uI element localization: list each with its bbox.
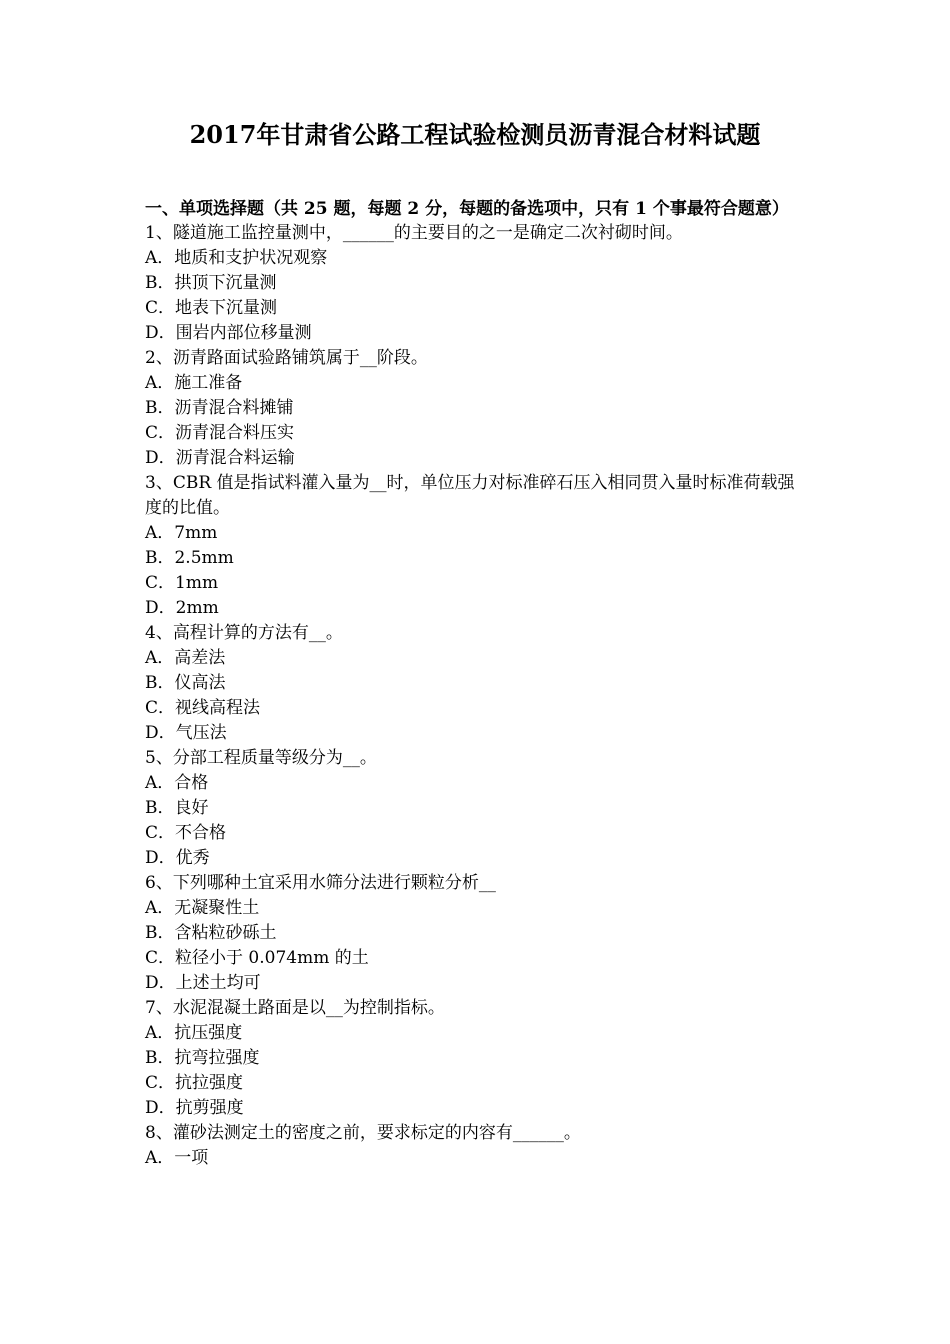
section-header: 一、单项选择题（共 25 题，每题 2 分，每题的备选项中，只有 1 个事最符合题意） [145,199,789,219]
option-a: A．施工准备 [145,373,243,393]
option-b: B．含粘粒砂砾土 [145,923,277,943]
option-c: C．视线高程法 [145,698,261,718]
question-text: 5、分部工程质量等级分为__。 [145,748,377,768]
question-text: 4、高程计算的方法有__。 [145,623,343,643]
option-d: D．气压法 [145,723,227,743]
question-text: 2、沥青路面试验路铺筑属于__阶段。 [145,348,428,368]
question-3 [145,471,810,621]
question-2 [145,346,810,471]
option-d: D．上述土均可 [145,973,261,993]
option-b: B．2.5mm [145,548,234,568]
question-5 [145,746,810,871]
option-c: C．粒径小于 0.074mm 的土 [145,948,369,968]
document-body [145,197,810,1171]
option-d: D．抗剪强度 [145,1098,244,1118]
question-7 [145,996,810,1121]
option-a: A．合格 [145,773,209,793]
question-8 [145,1121,810,1171]
option-d: D．沥青混合料运输 [145,448,295,468]
option-a: A．无凝聚性土 [145,898,260,918]
option-c: C．不合格 [145,823,227,843]
question-text: 8、灌砂法测定土的密度之前，要求标定的内容有______。 [145,1123,581,1143]
question-4 [145,621,810,746]
option-d: D．围岩内部位移量测 [145,323,312,343]
option-d: D．优秀 [145,848,210,868]
option-b: B．拱顶下沉量测 [145,273,277,293]
option-a: A．7mm [145,523,218,543]
option-b: B．良好 [145,798,209,818]
question-text: 6、下列哪种土宜采用水筛分法进行颗粒分析__ [145,873,496,893]
option-b: B．抗弯拉强度 [145,1048,260,1068]
question-text: 3、CBR 值是指试料灌入量为__时，单位压力对标准碎石压入相同贯入量时标准荷载强度的比值。 [145,473,795,518]
question-text: 7、水泥混凝土路面是以__为控制指标。 [145,998,445,1018]
option-b: B．沥青混合料摊铺 [145,398,294,418]
option-a: A．抗压强度 [145,1023,243,1043]
option-b: B．仪高法 [145,673,226,693]
question-text: 1、隧道施工监控量测中，______的主要目的之一是确定二次衬砌时间。 [145,223,683,243]
option-d: D．2mm [145,598,219,618]
option-c: C．地表下沉量测 [145,298,278,318]
option-c: C．抗拉强度 [145,1073,244,1093]
option-a: A．高差法 [145,648,226,668]
document-title: 2017年甘肃省公路工程试验检测员沥青混合材料试题 [189,120,761,149]
option-a: A．一项 [145,1148,209,1168]
option-c: C．沥青混合料压实 [145,423,295,443]
option-c: C．1mm [145,573,219,593]
question-6 [145,871,810,996]
option-a: A．地质和支护状况观察 [145,248,328,268]
question-1 [145,221,810,346]
